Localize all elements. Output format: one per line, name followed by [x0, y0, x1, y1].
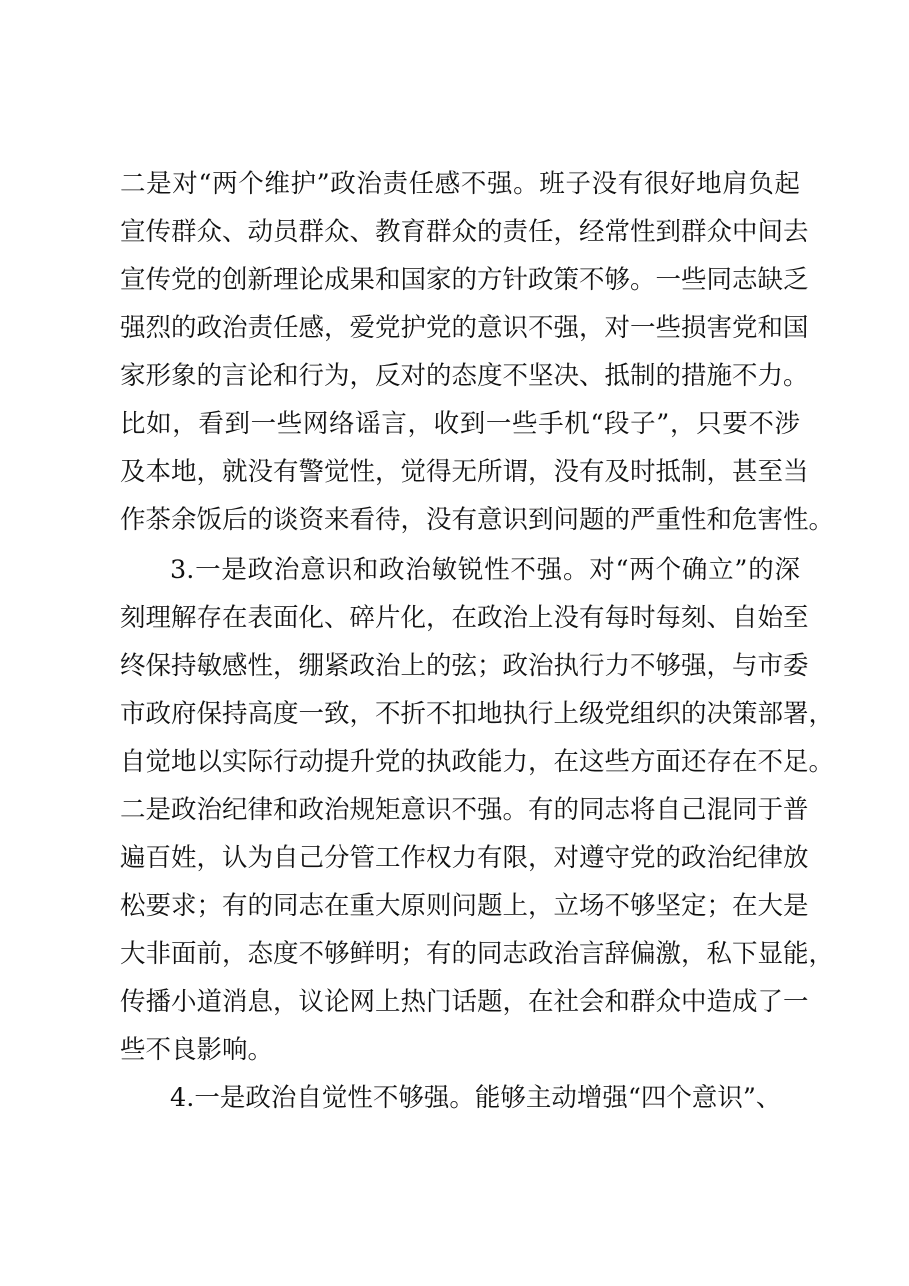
body-text-line: 大非面前，态度不够鲜明；有的同志政治言辞偏激，私下显能，: [120, 939, 835, 969]
body-text-line: 二是对“两个维护”政治责任感不强。班子没有很好地肩负起: [120, 169, 800, 199]
section-3-first-line: 3.一是政治意识和政治敏锐性不强。对“两个确立”的深: [170, 555, 800, 585]
body-text-line: 宣传党的创新理论成果和国家的方针政策不够。一些同志缺乏: [120, 265, 809, 295]
body-text-line: 市政府保持高度一致，不折不扣地执行上级党组织的决策部署，: [120, 699, 835, 729]
body-text-line: 终保持敏感性，绷紧政治上的弦；政治执行力不够强，与市委: [120, 651, 809, 681]
body-text-line: 刻理解存在表面化、碎片化，在政治上没有每时每刻、自始至: [120, 603, 809, 633]
body-text-line: 传播小道消息，议论网上热门话题，在社会和群众中造成了一: [120, 987, 809, 1017]
section-4-first-line: 4.一是政治自觉性不够强。能够主动增强“四个意识”、: [170, 1083, 782, 1113]
body-text-line: 遍百姓，认为自己分管工作权力有限，对遵守党的政治纪律放: [120, 843, 809, 873]
body-text-line: 宣传群众、动员群众、教育群众的责任，经常性到群众中间去: [120, 217, 809, 247]
body-text-line: 强烈的政治责任感，爱党护党的意识不强，对一些损害党和国: [120, 313, 809, 343]
body-text-line: 及本地，就没有警觉性，觉得无所谓，没有及时抵制，甚至当: [120, 457, 809, 487]
body-text-line: 作茶余饭后的谈资来看待，没有意识到问题的严重性和危害性。: [120, 505, 835, 535]
body-text-line: 松要求；有的同志在重大原则问题上，立场不够坚定；在大是: [120, 891, 809, 921]
body-text-line: 二是政治纪律和政治规矩意识不强。有的同志将自己混同于普: [120, 795, 809, 825]
body-text-line: 些不良影响。: [120, 1035, 274, 1065]
body-text-line: 自觉地以实际行动提升党的执政能力，在这些方面还存在不足。: [120, 747, 835, 777]
body-text-line: 家形象的言论和行为，反对的态度不坚决、抵制的措施不力。: [120, 361, 809, 391]
body-text-line: 比如，看到一些网络谣言，收到一些手机“段子”，只要不涉: [120, 409, 800, 439]
